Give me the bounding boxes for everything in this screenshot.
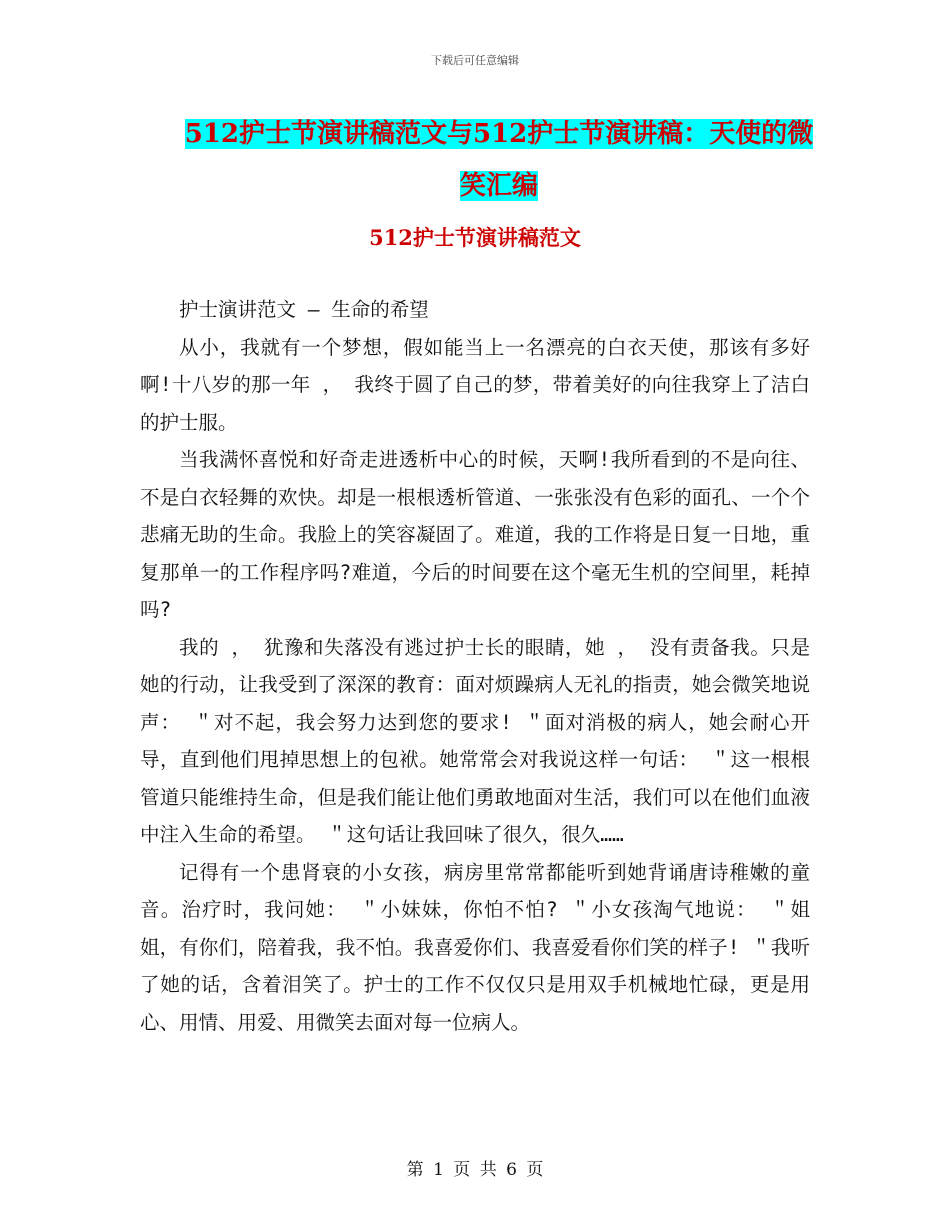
page-header-note: 下载后可任意编辑 (431, 54, 519, 67)
article-paragraph: 从小，我就有一个梦想，假如能当上一名漂亮的白衣天使，那该有多好啊!十八岁的那一年 ， 我终于圆了自己的梦，带着美好的向往我穿上了洁白的护士服。 (140, 335, 810, 434)
article-subheading: 护士演讲范文 – 生命的希望 (179, 298, 429, 321)
page-number-footer: 第 1 页 共 6 页 (406, 1160, 544, 1180)
document-title (184, 108, 814, 212)
section-title: 512护士节演讲稿范文 (369, 225, 581, 250)
article-paragraph: 当我满怀喜悦和好奇走进透析中心的时候，天啊!我所看到的不是向往、不是白衣轻舞的欢快。却是一根根透析管道、一张张没有色彩的面孔、一个个悲痛无助的生命。我脸上的笑容凝固了。难道，我的工作将是日复一日地，重复那单一的工作程序吗?难道，今后的时间要在这个毫无生机的空间里，耗掉吗? (140, 448, 810, 621)
document-title-text: 512护士节演讲稿范文与512护士节演讲稿：天使的微笑汇编 (184, 119, 814, 201)
article-paragraph: 记得有一个患肾衰的小女孩，病房里常常都能听到她背诵唐诗稚嫩的童音。治疗时，我问她： ＂小妹妹，你怕不怕? ＂小女孩淘气地说： ＂姐姐，有你们，陪着我，我不怕。我喜爱你们、我喜爱看你们笑的样子! ＂我听了她的话，含着泪笑了。护士的工作不仅仅只是用双手机械地忙碌，更是用心、用情、用爱、用微笑去面对每一位病人。 (140, 860, 810, 1034)
article-body (140, 291, 810, 1041)
article-paragraph: 我的 ， 犹豫和失落没有逃过护士长的眼睛，她 ， 没有责备我。只是她的行动，让我受到了深深的教育：面对烦躁病人无礼的指责，她会微笑地说声： ＂对不起，我会努力达到您的要求! ＂面对消极的病人，她会耐心开导，直到他们甩掉思想上的包袱。她常常会对我说这样一句话： ＂这一根根管道只能维持生命，但是我们能让他们勇敢地面对生活，我们可以在他们血液中注入生命的希望。 ＂这句话让我回味了很久，很久…… (140, 635, 810, 846)
